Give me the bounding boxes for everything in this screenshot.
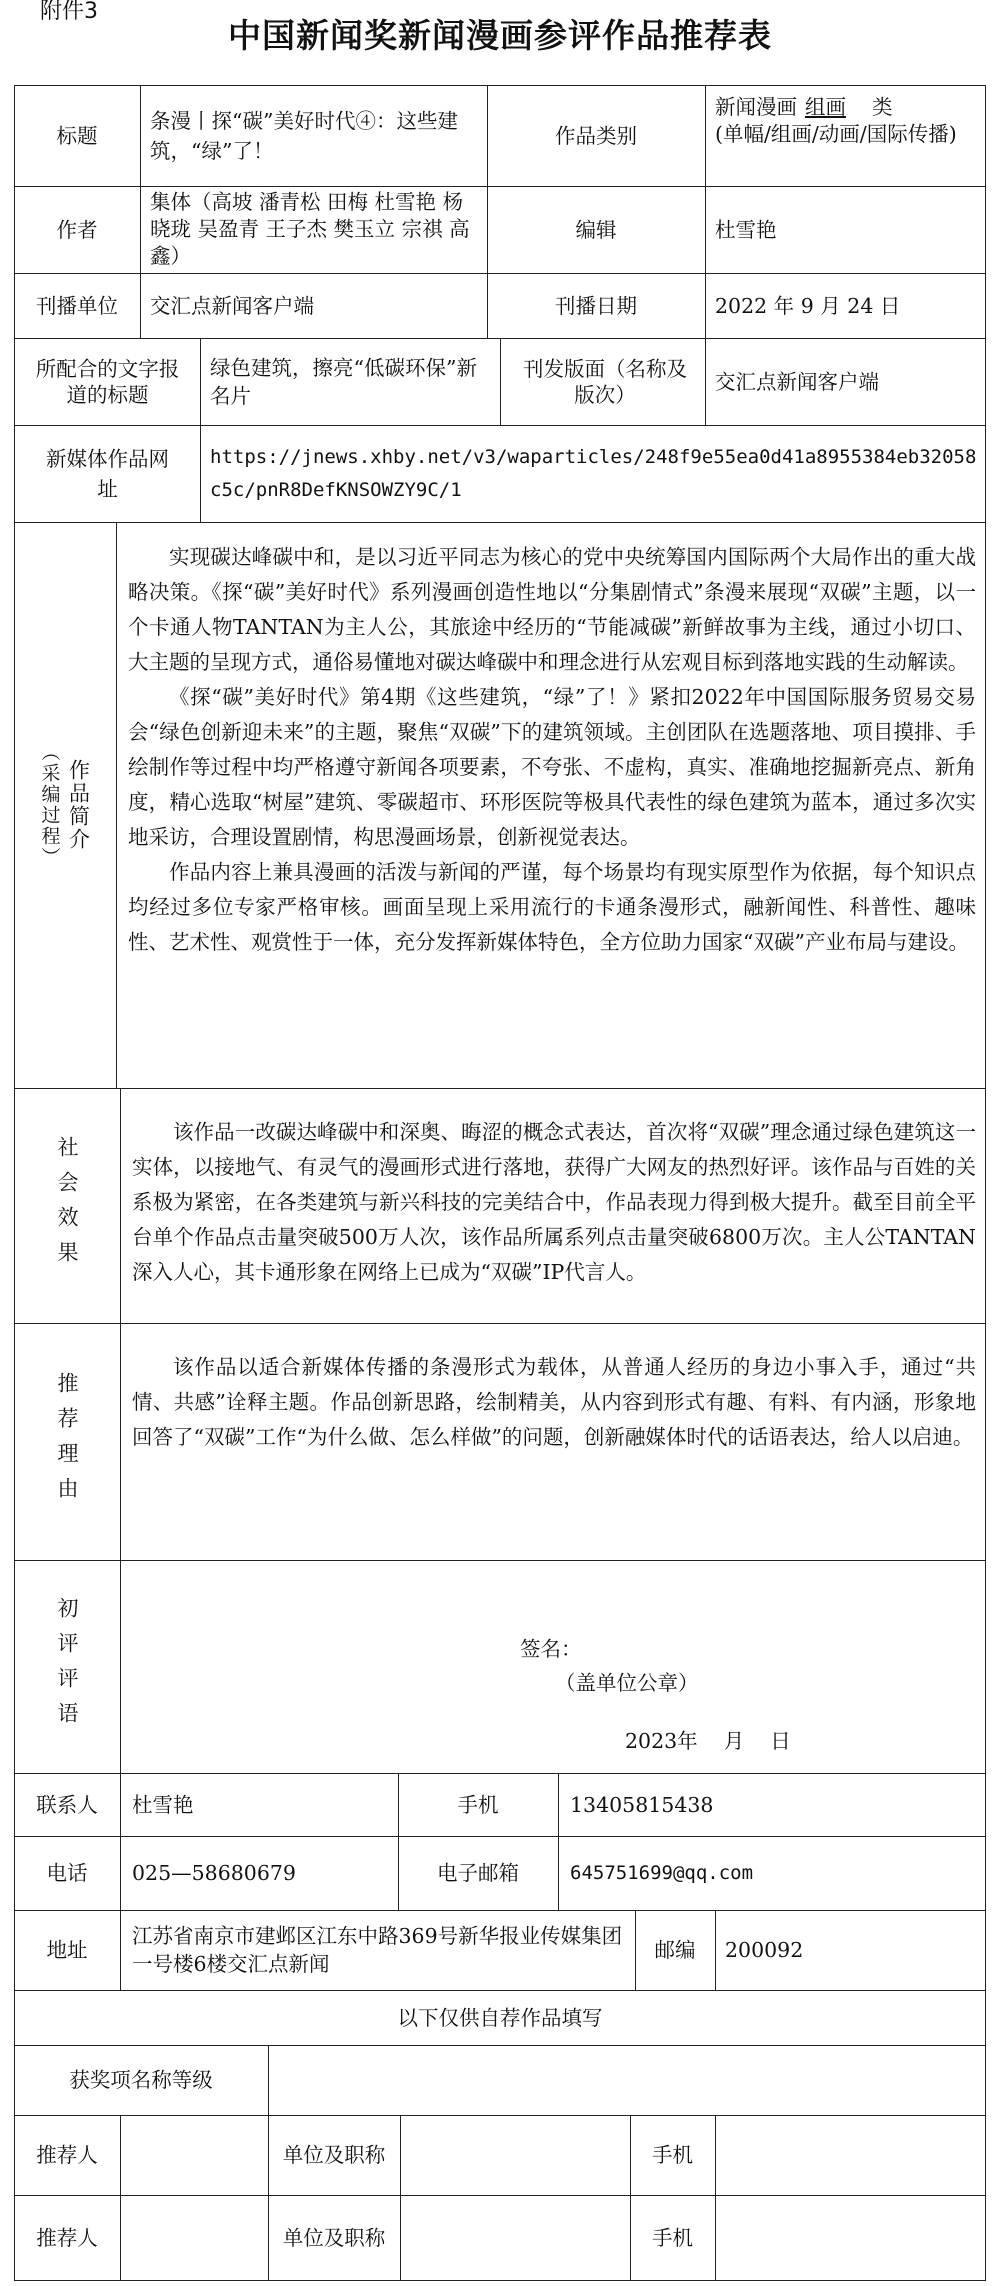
url-value[interactable]: https://jnews.xhby.net/v3/waparticles/248f9e55ea0d41a8955384eb32058c5c/pnR8DefKNSOWZY9C/1 xyxy=(210,445,977,501)
address-value: 江苏省南京市建邺区江东中路369号新华报业传媒集团一号楼6楼交汇点新闻 xyxy=(132,1924,623,1976)
recommender-mobile-label-2: 手机 xyxy=(652,2226,693,2250)
reason-text: 该作品以适合新媒体传播的条漫形式为载体，从普通人经历的身边小事入手，通过“共情、共感”诠释主题。作品创新思路，绘制精美，从内容到形式有趣、有料、有内涵，形象地回答了“双碳”工作“为什么做、怎么样做”的问题，创新融媒体时代的话语表达，给人以启迪。 xyxy=(132,1355,976,1449)
title-value: 条漫丨探“碳”美好时代④：这些建筑，“绿”了！ xyxy=(150,108,458,163)
publisher-value: 交汇点新闻客户端 xyxy=(150,293,314,318)
effect-text: 该作品一改碳达峰碳中和深奥、晦涩的概念式表达，首次将“双碳”理念通过绿色建筑这一实体，以接地气、有灵气的漫画形式进行落地，获得广大网友的热烈好评。该作品与百姓的关系极为紧密，在各类建筑与新兴科技的完美结合中，作品表现力得到极大提升。截至目前全平台单个作品点击量突破500万人次，该作品所属系列点击量突破6800万次。主人公TANTAN深入人心，其卡通形象在网络上已成为“双碳”IP代言人。 xyxy=(132,1120,976,1284)
recommender-label-1: 推荐人 xyxy=(36,2143,98,2167)
effect-label: 社会效果 xyxy=(55,1135,79,1276)
unit-label-2: 单位及职称 xyxy=(282,2226,386,2250)
reason-label-cell xyxy=(14,1323,120,1560)
intro-text xyxy=(128,540,976,960)
effect-label-cell xyxy=(14,1088,120,1323)
email-value[interactable]: 645751699@qq.com xyxy=(570,1862,754,1884)
review-sign: 签名： xyxy=(520,1637,582,1661)
page-title: 中国新闻奖新闻漫画参评作品推荐表 xyxy=(228,16,772,55)
edition-label: 刊发版面（名称及版次） xyxy=(523,356,687,407)
title-label: 标题 xyxy=(56,123,98,148)
date-label: 刊播日期 xyxy=(555,293,637,318)
reason-text-cell xyxy=(132,1350,976,1455)
mobile-value: 13405815438 xyxy=(570,1792,714,1817)
edition-value: 交汇点新闻客户端 xyxy=(715,369,879,394)
url-label: 新媒体作品网址 xyxy=(46,446,169,501)
intro-paragraph-2: 《探“碳”美好时代》第4期《这些建筑，“绿”了！》紧扣2022年中国国际服务贸易交易会“绿色创新迎未来”的主题，聚焦“双碳”下的建筑领域。主创团队在选题落地、项目摸排、手绘制作等过程中均严格遵守新闻各项要素，不夸张、不虚构，真实、准确地挖掘新亮点、新角度，精心选取“树屋”建筑、零碳超市、环形医院等极具代表性的绿色建筑为蓝本，通过多次实地采访，合理设置剧情，构思漫画场景，创新视觉表达。 xyxy=(128,685,976,849)
reason-label: 推荐理由 xyxy=(55,1371,79,1512)
email-label: 电子邮箱 xyxy=(437,1861,519,1885)
self-heading: 以下仅供自荐作品填写 xyxy=(397,2005,603,2030)
editor-label: 编辑 xyxy=(575,217,617,242)
category-cell xyxy=(715,94,981,184)
intro-label-cell xyxy=(14,522,116,1088)
date-value: 2022 年 9 月 24 日 xyxy=(715,293,901,318)
category-value: 组画 xyxy=(805,95,846,119)
publisher-label: 刊播单位 xyxy=(36,293,118,318)
contact-label: 联系人 xyxy=(36,1792,98,1817)
intro-paragraph-1: 实现碳达峰碳中和，是以习近平同志为核心的党中央统筹国内国际两个大局作出的重大战略决策。《探“碳”美好时代》系列漫画创造性地以“分集剧情式”条漫来展现“双碳”主题，以一个卡通人物TANTAN为主人公，其旅途中经历的“节能减碳”新鲜故事为主线，通过小切口、大主题的呈现方式，通俗易懂地对碳达峰碳中和理念进行从宏观目标到落地实践的生动解读。 xyxy=(128,545,976,674)
author-label: 作者 xyxy=(56,217,98,242)
category-suffix: 类 xyxy=(872,95,893,119)
address-label: 地址 xyxy=(46,1938,88,1962)
report-label: 所配合的文字报道的标题 xyxy=(35,356,180,407)
phone-value: 025—58680679 xyxy=(132,1861,296,1885)
effect-text-cell xyxy=(132,1115,976,1290)
review-label: 初评评语 xyxy=(55,1596,79,1737)
review-date: 2023年 月 日 xyxy=(625,1729,791,1753)
unit-label-1: 单位及职称 xyxy=(282,2143,386,2167)
category-prefix: 新闻漫画 xyxy=(715,95,797,119)
author-value: 集体（高坡 潘青松 田梅 杜雪艳 杨晓珑 吴盈青 王子杰 樊玉立 宗祺 高鑫） xyxy=(150,190,470,268)
contact-value: 杜雪艳 xyxy=(132,1792,194,1817)
postcode-label: 邮编 xyxy=(654,1938,696,1962)
intro-sublabel: （采编过程） xyxy=(38,742,61,868)
category-options: (单幅/组画/动画/国际传播) xyxy=(715,122,957,146)
review-label-cell xyxy=(14,1560,120,1773)
postcode-value: 200092 xyxy=(725,1938,804,1962)
phone-label: 电话 xyxy=(46,1861,88,1885)
report-value: 绿色建筑，擦亮“低碳环保”新名片 xyxy=(210,355,477,408)
attachment-label: 附件3 xyxy=(40,0,98,24)
mobile-label: 手机 xyxy=(457,1792,499,1817)
category-label: 作品类别 xyxy=(555,123,637,148)
intro-label: 作品简介 xyxy=(66,759,91,851)
intro-paragraph-3: 作品内容上兼具漫画的活泼与新闻的严谨，每个场景均有现实原型作为依据，每个知识点均经过多位专家严格审核。画面呈现上采用流行的卡通条漫形式，融新闻性、科普性、趣味性、艺术性、观赏性于一体，充分发挥新媒体特色，全方位助力国家“双碳”产业布局与建设。 xyxy=(128,860,976,954)
recommender-label-2: 推荐人 xyxy=(36,2226,98,2250)
award-label: 获奖项名称等级 xyxy=(69,2068,213,2092)
recommender-mobile-label-1: 手机 xyxy=(652,2143,693,2167)
editor-value: 杜雪艳 xyxy=(715,217,777,242)
review-seal: （盖单位公章） xyxy=(555,1671,699,1695)
